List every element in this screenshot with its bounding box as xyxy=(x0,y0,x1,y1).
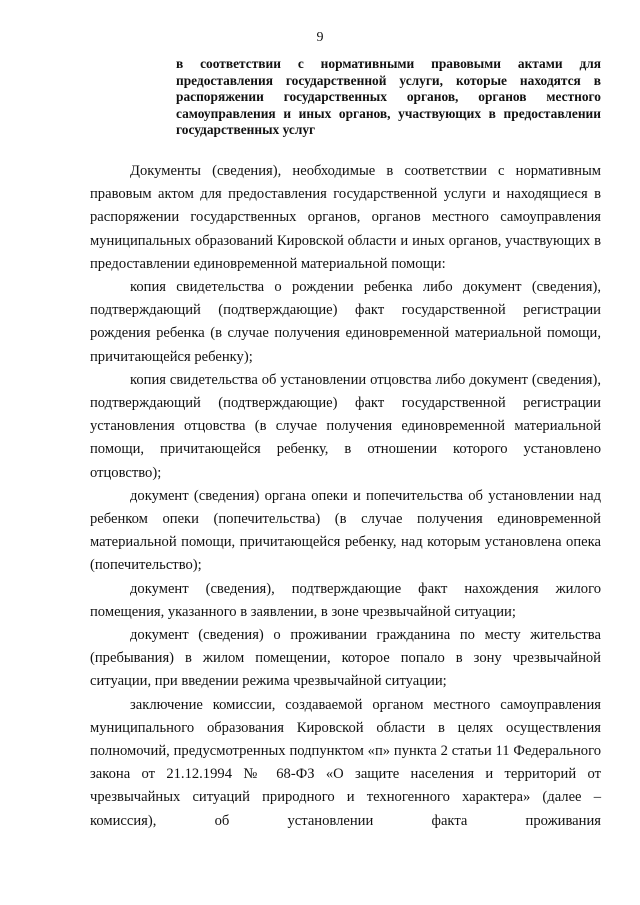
section-heading: в соответствии с нормативными правовыми актами для предоставления государственной услуги, которые находятся в распоряжении государственных органов, органов местного самоуправления и иных органов, участвующих в предоставлении государственных услуг xyxy=(176,56,601,137)
list-item-birth-certificate: копия свидетельства о рождении ребенка либо документ (сведения), подтверждающий (подтверждающие) факт государственной регистрации рождения ребенка (в случае получения единовременной материальной помощи, причитающейся ребенку); xyxy=(90,279,601,365)
list-item-commission-conclusion: заключение комиссии, создаваемой органом местного самоуправления муниципального образования Кировской области в целях осуществления полномочий, предусмотренных подпунктом «п» пункта 2 статьи 11 Федерального закона от 21.12.1994 № 68-ФЗ «О защите населения и территорий от чрезвычайных ситуаций природного и техногенного характера» (далее – комиссия), об установлении факта проживания xyxy=(90,696,601,829)
list-item-residence-document: документ (сведения) о проживании гражданина по месту жительства (пребывания) в жилом помещении, которое попало в зону чрезвычайной ситуации, при введении режима чрезвычайной ситуации; xyxy=(90,627,601,690)
list-item-paternity-certificate: копия свидетельства об установлении отцовства либо документ (сведения), подтверждающий (подтверждающие) факт государственной регистрации установления отцовства (в случае получения единовременной материальной помощи, причитающейся ребенку, в отношении которого установлено отцовство); xyxy=(90,371,601,481)
list-item-emergency-zone-document: документ (сведения), подтверждающие факт нахождения жилого помещения, указанного в заявлении, в зоне чрезвычайной ситуации; xyxy=(90,580,601,620)
page-number: 9 xyxy=(316,30,324,45)
document-body xyxy=(90,160,601,833)
list-item-guardianship-document: документ (сведения) органа опеки и попечительства об установлении над ребенком опеки (попечительства) (в случае получения единовременной материальной помощи, причитающейся ребенку, над которым установлена опека (попечительство); xyxy=(90,487,601,574)
intro-paragraph: Документы (сведения), необходимые в соответствии с нормативным правовым актом для предоставления государственной услуги и находящиеся в распоряжении государственных органов, органов местного самоуправления муниципальных образований Кировской области и иных органов, участвующих в предоставлении единовременной материальной помощи: xyxy=(90,163,601,272)
